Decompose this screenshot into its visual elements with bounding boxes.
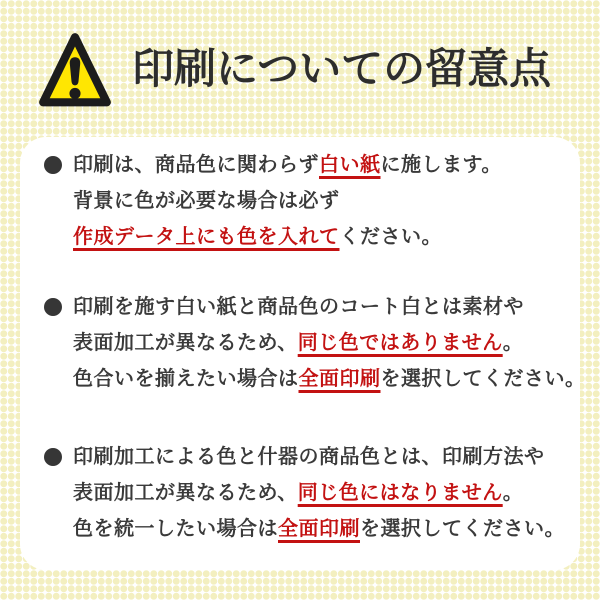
note-text-segment: を選択してください。 bbox=[380, 368, 586, 390]
note-text-emphasis: 作成データ上にも色を入れて bbox=[73, 226, 340, 248]
note-lines bbox=[73, 439, 565, 547]
exclamation-dot bbox=[69, 87, 80, 98]
note-line bbox=[73, 511, 565, 547]
note-line bbox=[73, 219, 502, 255]
note-text-segment: 。 bbox=[502, 482, 524, 504]
warning-triangle-icon bbox=[38, 30, 112, 114]
note-text-segment: 印刷を施す白い紙と商品色のコート白とは素材や bbox=[73, 296, 524, 318]
note-lines bbox=[73, 289, 586, 397]
note-text-segment: に施します。 bbox=[380, 154, 502, 176]
note-line bbox=[73, 475, 565, 511]
note-text-segment: 表面加工が異なるため、 bbox=[73, 332, 298, 354]
bullet-icon bbox=[44, 448, 62, 466]
note-text-emphasis: 白い紙 bbox=[319, 154, 381, 176]
note-text-segment: ください。 bbox=[339, 226, 442, 248]
bullet-icon bbox=[44, 298, 62, 316]
note-text-segment: 表面加工が異なるため、 bbox=[73, 482, 298, 504]
note-text-emphasis: 全面印刷 bbox=[278, 518, 360, 540]
note-text-emphasis: 同じ色ではありません bbox=[297, 332, 503, 354]
note-line bbox=[73, 325, 586, 361]
note-text-segment: 色合いを揃えたい場合は bbox=[73, 368, 299, 390]
note-line bbox=[73, 361, 586, 397]
note-text-segment: を選択してください。 bbox=[360, 518, 565, 540]
note-item-2 bbox=[44, 289, 586, 397]
note-line bbox=[73, 183, 502, 219]
note-item-3 bbox=[44, 439, 565, 547]
note-line bbox=[73, 439, 565, 475]
note-text-segment: 。 bbox=[502, 332, 524, 354]
note-lines bbox=[73, 147, 502, 255]
bullet-icon bbox=[44, 156, 62, 174]
notes-list bbox=[44, 147, 586, 547]
note-text-segment: 印刷は、商品色に関わらず bbox=[73, 154, 319, 176]
note-text-segment: 色を統一したい場合は bbox=[73, 518, 278, 540]
note-text-segment: 印刷加工による色と什器の商品色とは、印刷方法や bbox=[73, 446, 545, 468]
page-title: 印刷についての留意点 bbox=[132, 44, 552, 92]
note-text-emphasis: 全面印刷 bbox=[298, 368, 381, 390]
note-text-segment: 背景に色が必要な場合は必ず bbox=[73, 190, 340, 212]
note-item-1 bbox=[44, 147, 562, 255]
note-text-emphasis: 同じ色にはなりません bbox=[297, 482, 503, 504]
notes-card bbox=[20, 137, 586, 570]
header bbox=[0, 0, 600, 137]
note-line bbox=[73, 289, 586, 325]
note-line bbox=[73, 147, 502, 183]
